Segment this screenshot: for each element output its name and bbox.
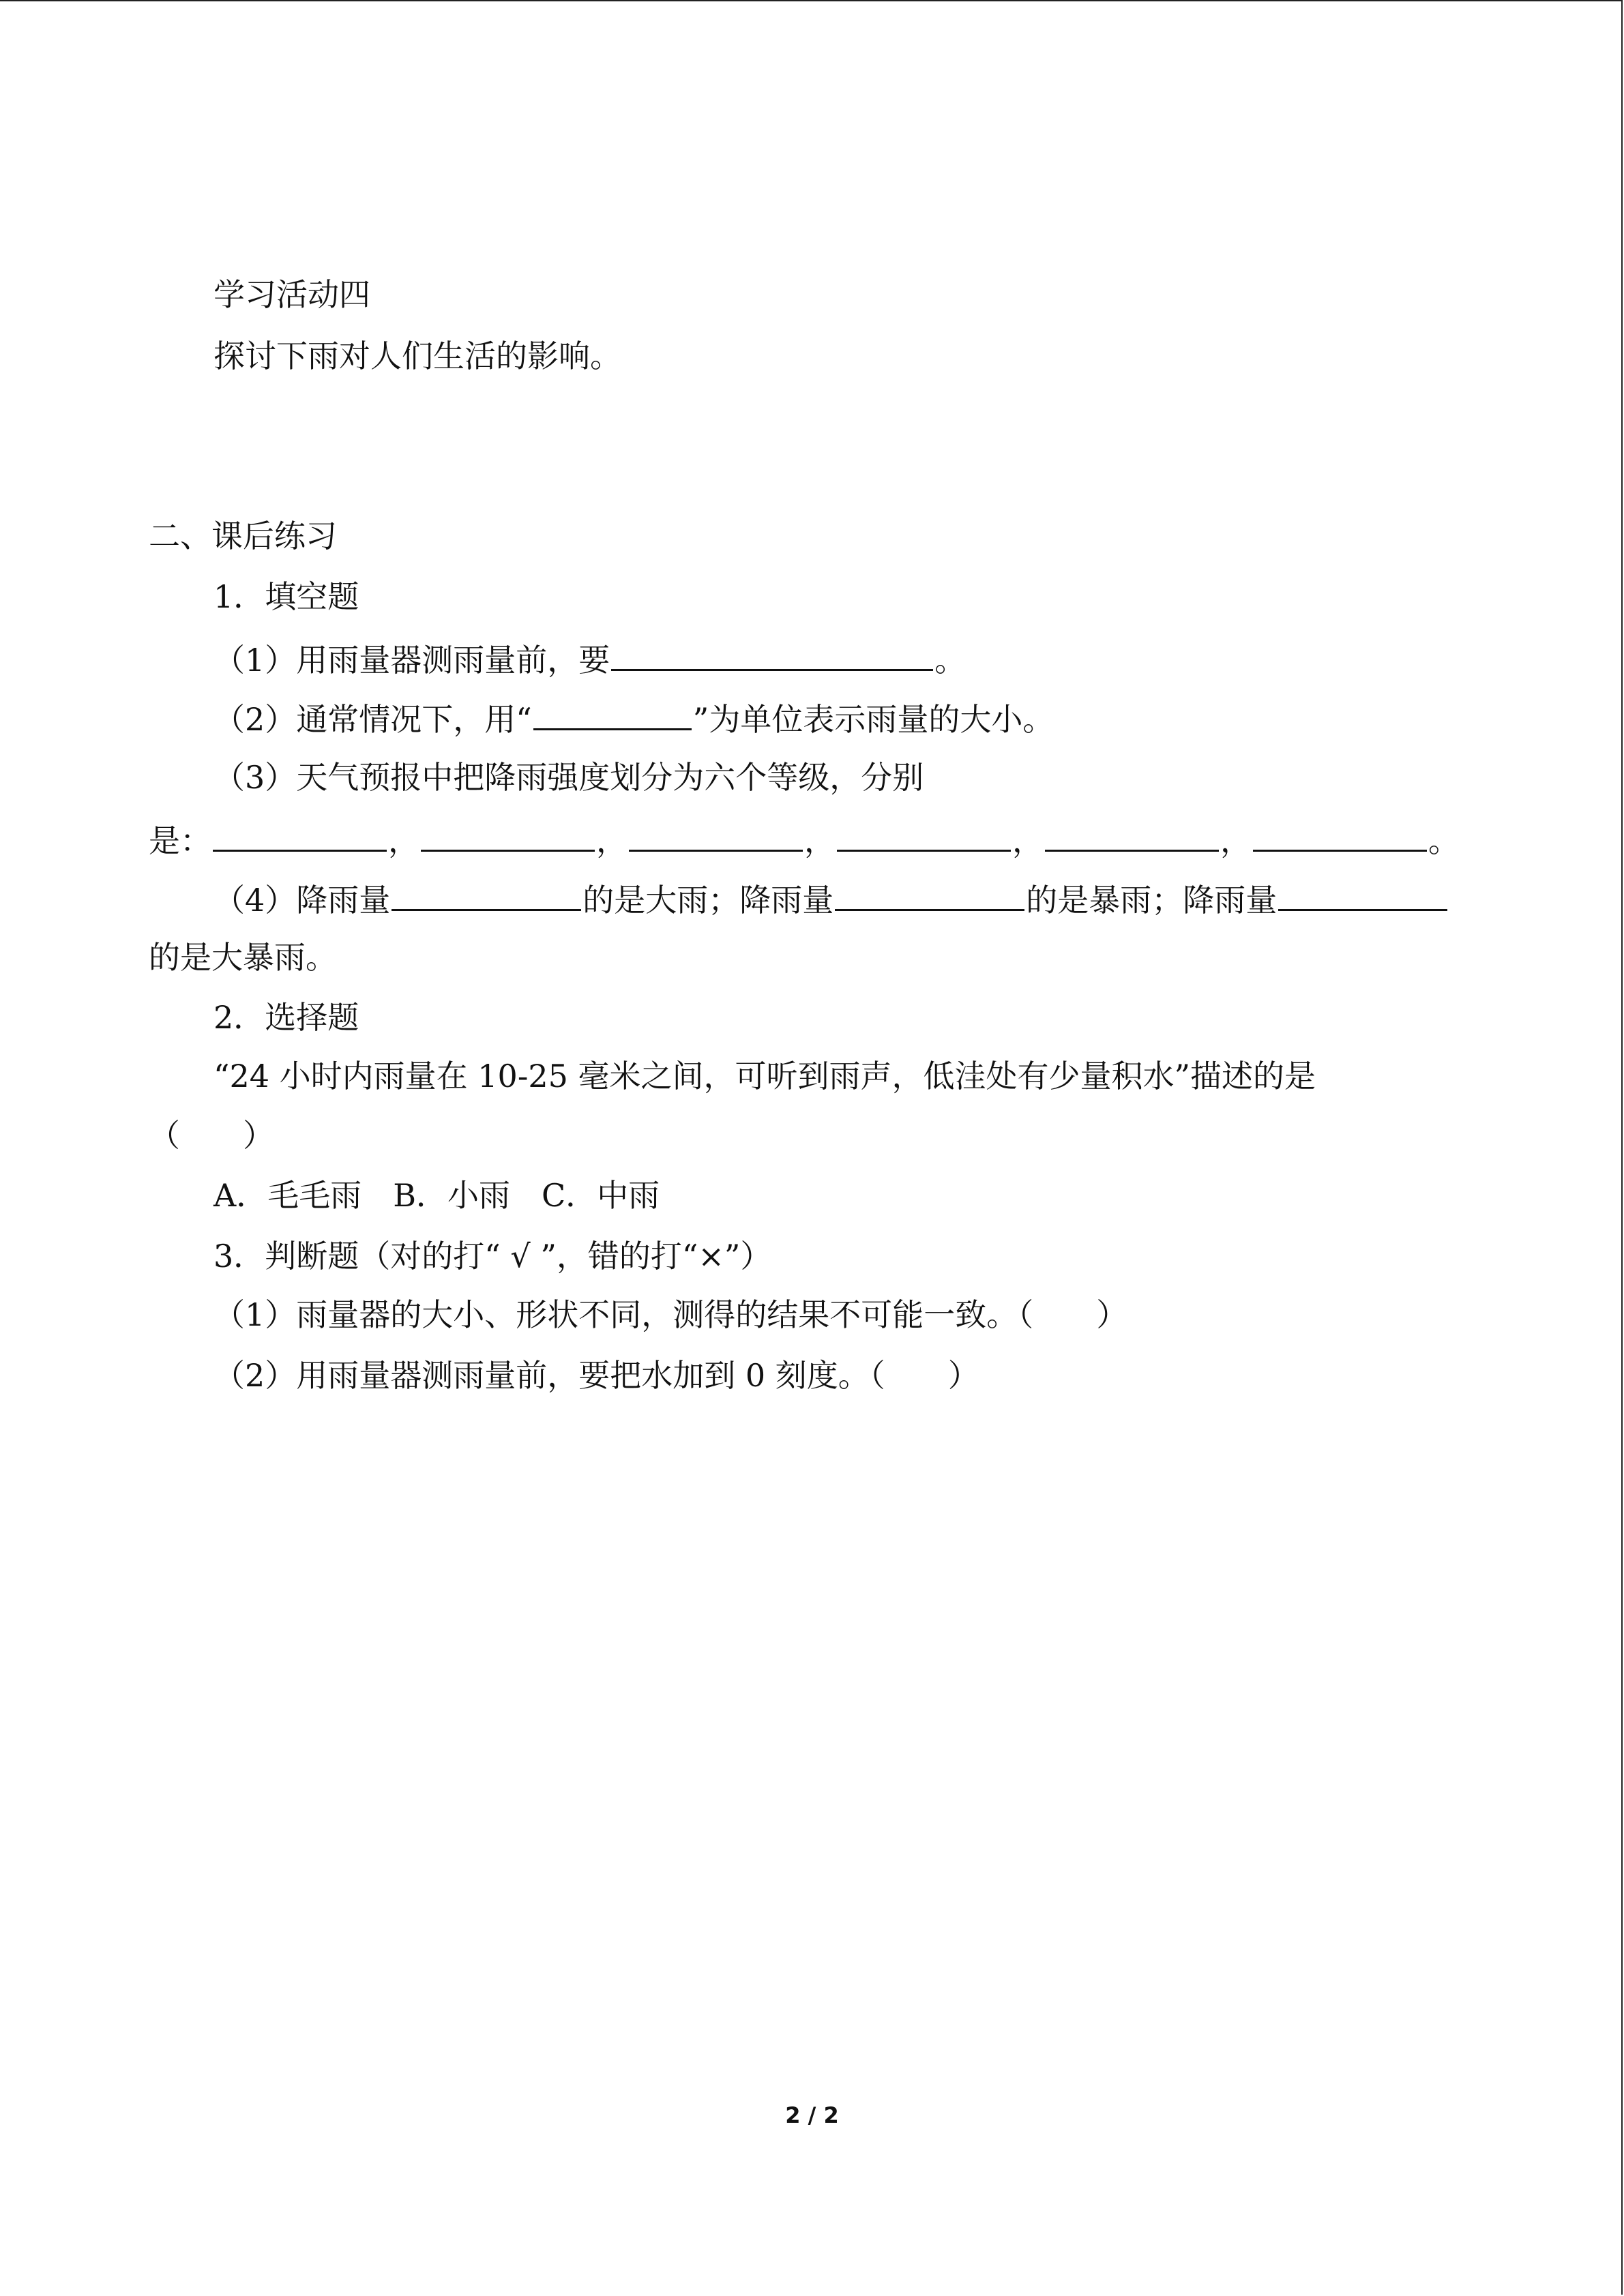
answer-blank[interactable] — [533, 697, 692, 730]
answer-blank[interactable] — [835, 878, 1024, 911]
q1-item1-end: 。 — [934, 642, 966, 679]
answer-blank[interactable] — [1045, 818, 1219, 852]
page-number: 2 / 2 — [785, 2102, 839, 2128]
section-heading: 二、课后练习 — [149, 518, 337, 554]
q1-item4-mid2: 的是暴雨；降雨量 — [1026, 882, 1278, 919]
q1-item4-line2: 的是大暴雨。 — [149, 939, 337, 976]
q1-item3-line1: （3）天气预报中把降雨强度划分为六个等级，分别 — [213, 759, 924, 796]
q1-item2-text: （2）通常情况下，用“ — [213, 701, 532, 738]
answer-blank[interactable] — [837, 818, 1011, 852]
answer-blank[interactable] — [213, 818, 387, 852]
comma: ， — [1220, 822, 1252, 859]
q1-item4-mid1: 的是大雨；降雨量 — [582, 882, 834, 919]
q1-item4-line1 — [213, 878, 1449, 921]
q1-item2-end: ”为单位表示雨量的大小。 — [692, 701, 1054, 738]
q1-item1-text: （1）用雨量器测雨量前，要 — [213, 642, 610, 679]
q2-stem: “24 小时内雨量在 10-25 毫米之间，可听到雨声，低洼处有少量积水”描述的是 — [213, 1058, 1316, 1094]
q1-item1 — [213, 638, 966, 681]
q2-options: A．毛毛雨 B．小雨 C．中雨 — [213, 1177, 660, 1214]
q2-title: 2．选择题 — [213, 999, 359, 1036]
q3-title: 3．判断题（对的打“ √ ”，错的打“×”） — [213, 1238, 772, 1274]
q1-item3-prefix: 是： — [149, 822, 211, 859]
q3-item1: （1）雨量器的大小、形状不同，测得的结果不可能一致。（ ） — [213, 1296, 1128, 1333]
q1-item2 — [213, 697, 1054, 740]
answer-blank[interactable] — [392, 878, 581, 911]
period: 。 — [1428, 822, 1460, 859]
activity-text: 探讨下雨对人们生活的影响。 — [213, 338, 621, 374]
answer-blank[interactable] — [1253, 818, 1427, 852]
comma: ， — [596, 822, 628, 859]
answer-blank[interactable] — [611, 638, 933, 671]
activity-title: 学习活动四 — [213, 276, 370, 313]
q3-item2: （2）用雨量器测雨量前，要把水加到 0 刻度。（ ） — [213, 1357, 979, 1394]
answer-blank[interactable] — [421, 818, 595, 852]
q1-title: 1．填空题 — [213, 578, 359, 615]
q1-item3-line2 — [149, 818, 1460, 861]
q1-item4-text: （4）降雨量 — [213, 882, 391, 919]
q2-answer-paren[interactable]: （ ） — [149, 1117, 274, 1154]
comma: ， — [804, 822, 836, 859]
answer-blank[interactable] — [629, 818, 803, 852]
comma: ， — [388, 822, 419, 859]
comma: ， — [1012, 822, 1044, 859]
answer-blank[interactable] — [1278, 878, 1447, 911]
